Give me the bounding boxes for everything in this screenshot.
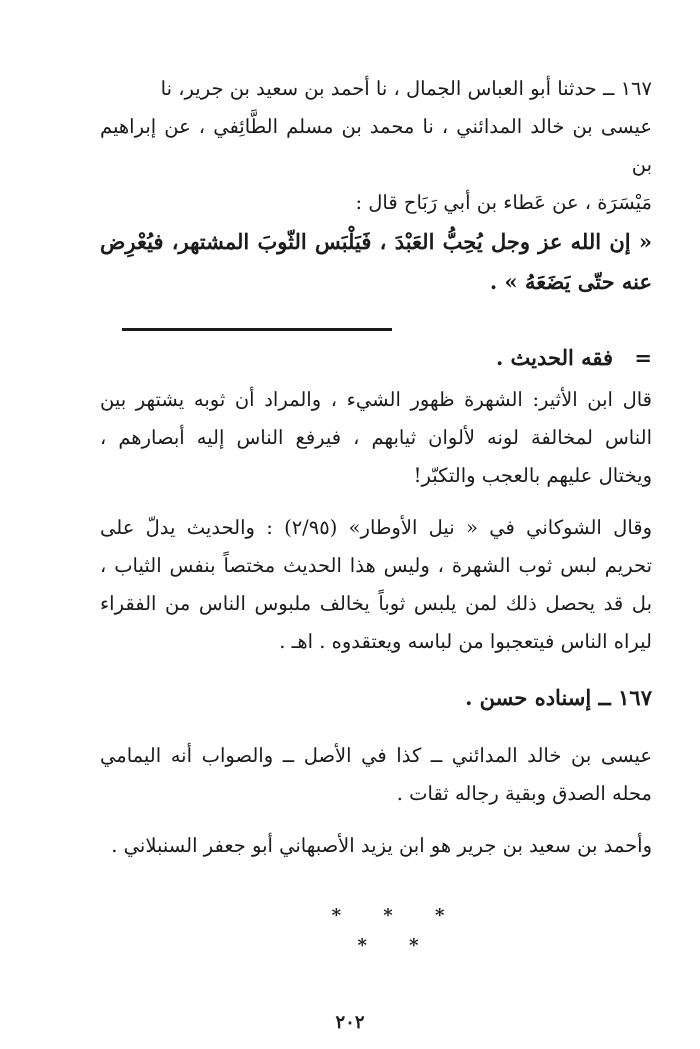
- hadith-isnad-chain: [100, 70, 652, 222]
- hadith-header-line: مَيْسَرَة ، عن عَطاء بن أبي رَبَاح قال :: [355, 191, 652, 214]
- hadith-block: [100, 70, 652, 302]
- fiqh-title-text: فقه الحديث .: [495, 345, 614, 370]
- hadith-header-line: ١٦٧ ــ حدثنا أبو العباس الجمال ، نا أحمد بن سعيد بن جرير، نا: [160, 77, 652, 100]
- ornament-row: [124, 931, 652, 961]
- separator-rule-wrap: [100, 328, 652, 331]
- fiqh-paragraph: وقال الشوكاني في « نيل الأوطار» (٢/٩٥) : والحديث يدلّ على تحريم لبس ثوب الشهرة ، وليس هذا الحديث مختصاً بنفس الثياب ، بل قد يحصل ذلك لمن يلبس ثوباً يخالف ملبوس الناس من الفقراء ليراه الناس فيتعجبوا من لباسه ويعتقدوه . اهـ .: [100, 516, 652, 653]
- star-icon: *: [434, 905, 445, 926]
- star-icon: *: [357, 935, 367, 956]
- isnad-paragraph: عيسى بن خالد المدائني ــ كذا في الأصل ــ والصواب أنه اليمامي محله الصدق وبقية رجاله ثقات .: [100, 744, 652, 805]
- separator-rule: [122, 328, 392, 331]
- page-number: ٢٠٢: [335, 1012, 365, 1033]
- isnad-title: ١٦٧ ــ إسناده حسن .: [465, 685, 652, 710]
- fiqh-section: [100, 339, 652, 661]
- star-icon: *: [331, 905, 341, 926]
- hadith-header-line: عيسى بن خالد المدائني ، نا محمد بن مسلم الطَّائِفي ، عن إبراهيم بن: [100, 115, 652, 176]
- ornament-stars: [100, 901, 652, 961]
- fiqh-title: [100, 339, 652, 377]
- fiqh-paragraph: قال ابن الأثير: الشهرة ظهور الشيء ، والمراد أن ثوبه يشتهر بين الناس لمخالفة لونه لألوان ثيابهم ، فيرفع الناس إليه أبصارهم ، ويختال عليهم بالعجب والتكبّر!: [100, 388, 652, 487]
- star-icon: *: [383, 905, 393, 926]
- star-icon: *: [409, 935, 419, 956]
- page-content: [100, 70, 652, 961]
- isnad-paragraph: وأحمد بن سعيد بن جرير هو ابن يزيد الأصبهاني أبو جعفر السنبلاني .: [111, 834, 652, 857]
- ornament-row: [124, 901, 652, 931]
- isnad-section: [100, 679, 652, 865]
- hadith-text: « إن الله عز وجل يُحِبُّ العَبْدَ ، فَيَلْبَس الثّوبَ المشتهر، فيُعْرِض عنه حتّى يَضَعَهُ » .: [100, 229, 652, 294]
- section-marker: =: [634, 345, 652, 370]
